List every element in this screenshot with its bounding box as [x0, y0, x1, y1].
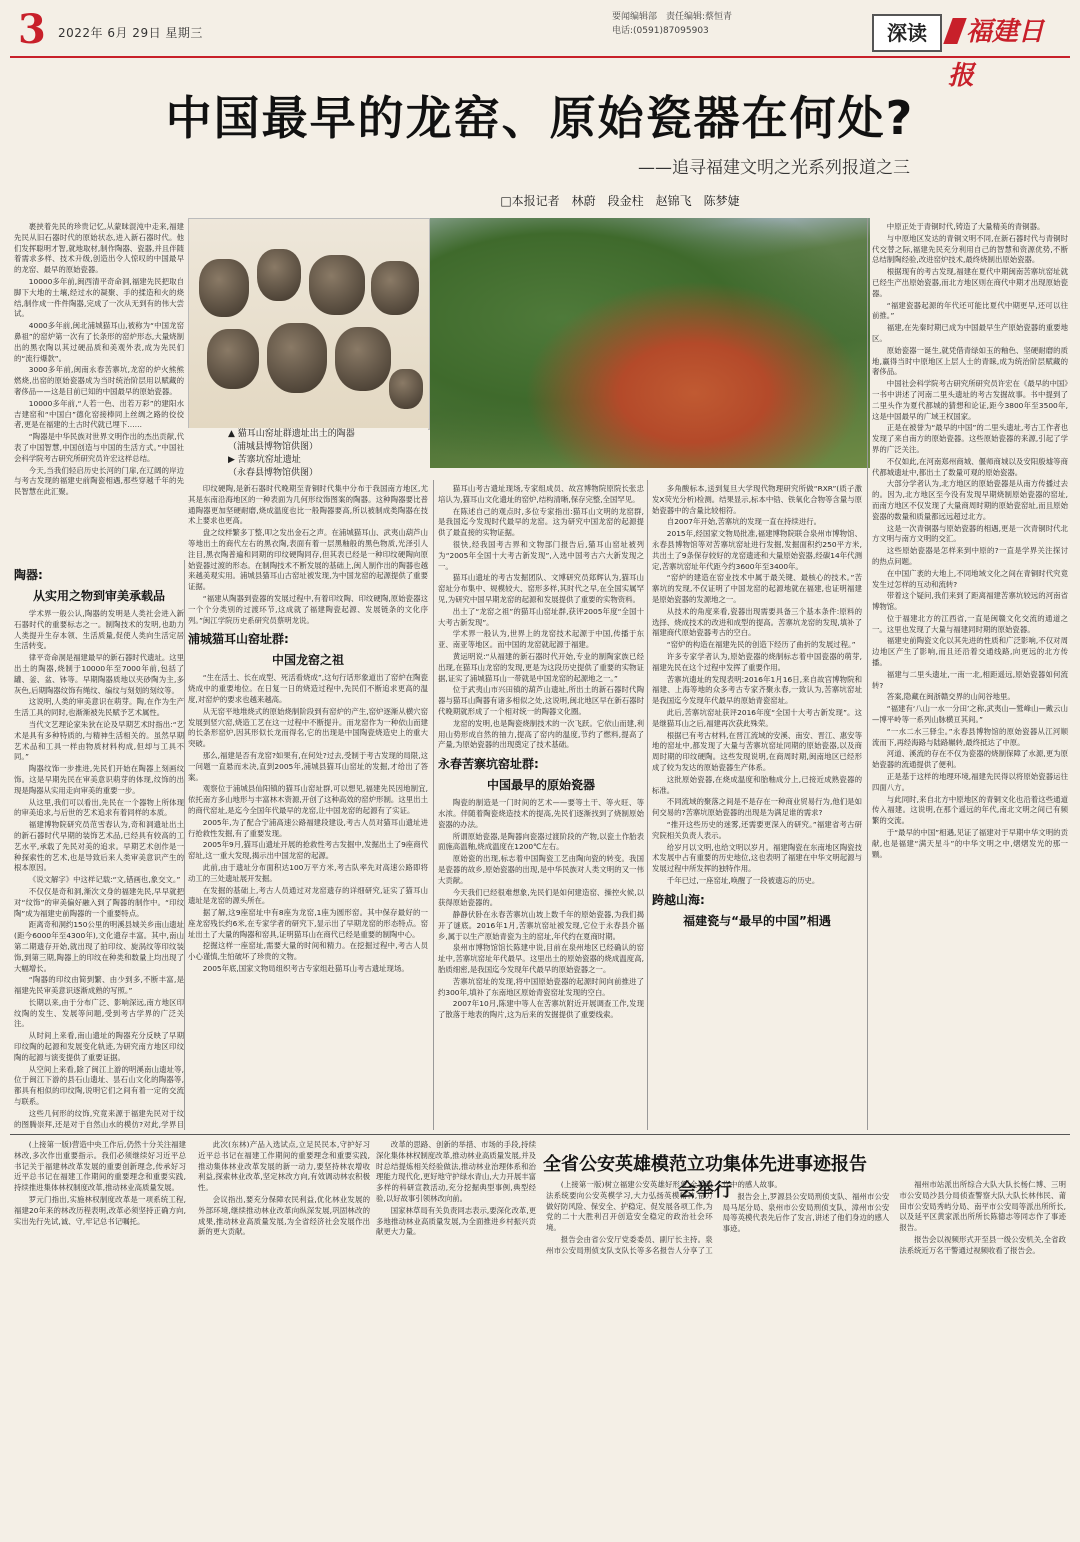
paragraph: 罗元门指出,实施林权制度改革是一项系统工程,福建20年来的林改历程表明,改革必须坚持正确方向,实出先行先试,诚、守,牢记总书记嘱托。: [14, 1194, 186, 1226]
paragraph: 位于福建北方的江西省,一直是闽赣文化交流的通道之一。这里也发现了大量与福建同时期的原始瓷器。: [872, 613, 1068, 634]
paragraph: 与中原地区发达的青铜文明不同,在新石器时代与青铜时代交替之际,福建先民充分利用自己的智慧和资源优势,不断总结制陶经验,改进窑炉技术,最终烧制出原始瓷器。: [872, 233, 1068, 265]
caption-1: ▲ 猫耳山窑址群遗址出土的陶器: [228, 429, 355, 439]
pot-4: [371, 261, 419, 315]
paragraph: 带着这个疑问,我们来到了距离福建苦寨坑较远的河南省博物馆。: [872, 591, 1068, 612]
paragraph: 2007年10月,陈建中等人在苦寨坑附近开展调查工作,发现了散落于地表的陶片,这为后来的发掘提供了重要线索。: [438, 999, 644, 1020]
pot-8: [389, 369, 423, 409]
paragraph: 从时间上来看,南山遗址的陶器充分反映了早期印纹陶的起源和发展变化轨迹,为研究南方地区印纹陶的起源与演变提供了重要证据。: [14, 1031, 184, 1062]
paragraph: 10000多年前,闽西清平奇命洞,福建先民把取自脚下大地的土壤,经过水的凝聚、手的揉造和火的烧结,制作成一件件陶器,完成了一次从无到有的伟大尝试。: [14, 276, 184, 319]
paragraph: 从无窑平地堆烧式的原始烧制阶段到有窑炉的产生,窑炉逐渐从横穴窑发展到竖穴窑,烧造工艺在这一过程中不断提升。而龙窑作为一种依山而建的长条形窑炉,因其形似长龙而得名,它的出现是中国陶瓷烧造史上的重大突破。: [188, 706, 428, 749]
paragraph: 福建博物院研究员范雪春认为,奇和洞遗址出土的新石器时代早期的装饰艺术品,已经具有较高的工艺水平,承载了先民对美的追求。早期艺术创作是一种探索性的艺术,也是导致后来人类审美意识产生的根本原因。: [14, 820, 184, 873]
section-title-taoqi: 陶器:: [14, 568, 43, 582]
paragraph: “福建有‘八山一水一分田’之称,武夷山—鹫峰山—戴云山—博平岭等一系列山脉横亘其间。”: [872, 704, 1068, 725]
paragraph: 不仅仅是奇和洞,渐次文身的福建先民,早早就把对“纹饰”的审美偏好融入到了陶器的制作中。“印纹陶”成为福建史前陶器的一个重要特点。: [14, 886, 184, 918]
paragraph: 陶瓷的制造是一门时间的艺术——要等土干、等火旺、等水浓。伴随着陶瓷烧造技术的提高,先民们逐渐找到了烧制原始瓷器的办法。: [438, 798, 644, 829]
paragraph: 福建,在先秦时期已成为中国最早生产原始瓷器的重要地区。: [872, 323, 1068, 343]
paragraph: 位于武夷山市兴田镇的葫芦山遗址,所出土的新石器时代陶器与猫耳山陶器有诸多相似之处,这说明,闽北地区早在新石器时代晚期就形成了一个相对统一的陶器文化圈。: [438, 685, 644, 716]
phone: 电话:(0591)87095903: [612, 26, 709, 36]
paragraph: 泉州市博物馆馆长陈建中说,目前在泉州地区已经确认的窑址中,苦寨坑窑址年代最早。这里出土的原始瓷器的烧成温度高,胎质细密,是我国迄今发现年代最早的原始瓷器之一。: [438, 943, 644, 975]
divider-1: [184, 560, 185, 1130]
paragraph: 正是在被誉为“最早的中国”的二里头遗址,考古工作者也发现了来自南方的原始瓷器。这些原始瓷器的来源,引起了学界的广泛关注。: [872, 423, 1068, 454]
section-subtitle-pucheng: 中国龙窑之祖: [271, 653, 344, 668]
paragraph: 那么,福建是否有龙窑?如果有,在何处?过去,受制于考古发现的局限,这一问题一直悬而未决,直到2005年,浦城县猫耳山窑址的发掘,才给出了答案。: [188, 750, 428, 782]
paragraph: 千年已过,一座窑址,唤醒了一段被遗忘的历史。: [666, 875, 820, 885]
paragraph: 这说明,人类的审美意识在萌芽。陶,在作为生产生活工具的同时,也渐渐被先民赋予艺术属性。: [14, 697, 184, 718]
paragraph: 2005年9月,猫耳山遗址开展的抢救性考古发掘中,发掘出土了9座商代窑址,这一重大发现,揭示出中国龙窑的起源。: [188, 840, 428, 861]
section-title-yongchun: 永春苦寨坑窑址群:: [438, 757, 539, 772]
caption-2: ▶ 苦寨坑窑址遗址: [228, 455, 301, 465]
paragraph: 所谓原始瓷器,是陶器向瓷器过渡阶段的产物,以瓷土作胎表面施高温釉,烧成温度在1200℃左右。: [438, 831, 644, 852]
bottom-news-body: [546, 1180, 1066, 1536]
paragraph: 今天我们已经很难想象,先民们是如何建造窑、操控火候,以获得原始瓷器的。: [438, 887, 644, 908]
column-3b-body: [438, 798, 644, 1021]
section-title-kuayue: 跨越山海:: [652, 892, 705, 907]
section-subtitle-yongchun: 中国最早的原始瓷器: [486, 778, 595, 793]
paragraph: 会议指出,要充分保障农民利益,优化林业发展的外部环境,继续推动林业改革向纵深发展,巩固林改的成果,推动林业高质量发展,为全省经济社会发展作出新的更大贡献。: [198, 1194, 370, 1237]
section-title-pucheng: 浦城猫耳山窑址群:: [188, 632, 289, 647]
paragraph: 从这里,我们可以看出,先民在一个器物上所体现的审美追求,与后世的艺术追求有着同样的本质。: [14, 797, 184, 818]
paragraph: 龙窑的发明,也是陶瓷烧制技术的一次飞跃。它依山而建,利用山势形成自然的抽力,提高了窑内的温度,节约了燃料,提高了产量,为原始瓷器的出现奠定了技术基础。: [438, 718, 644, 750]
photo-captions: [188, 428, 428, 480]
paragraph: 国家林草局有关负责同志表示,要深化改革,更多地推动林业高质量发展,为全面推进乡村振兴贡献更大力量。: [376, 1205, 536, 1237]
logo-text: 福建日报: [948, 17, 1045, 91]
paragraph: 苦寨坑窑址的发现,将中国原始瓷器的起源时间向前推进了约300年,填补了东南地区原始青瓷窑址发现的空白。: [438, 976, 644, 997]
paragraph: “窑炉的建造在窑业技术中属于最关键、最核心的技术。”苦寨坑的发现,不仅证明了中国龙窑的起源地就在福建,也证明福建是原始瓷器的发源地之一。: [652, 573, 862, 604]
paragraph: 在中国广袤的大地上,不同地域文化之间在青铜时代究竟发生过怎样的互动和流转?: [872, 568, 1068, 589]
paragraph: 此后,苦寨坑窑址获评2016年度“全国十大考古新发现”。这是继猫耳山之后,福建再次获此殊荣。: [652, 707, 862, 728]
pot-2: [257, 249, 301, 301]
paragraph: (上接第一版)营造中央工作后,仍然十分关注福建林改,多次作出重要指示。我们必须继续好习近平总书记关于福建林改革发展的重要创新理念,传承好习近平总书记在福建工作期间的重要理念和重要实践,持续推进集体林权制度改革,推动林业高质量发展。: [14, 1140, 186, 1193]
byline: □本报记者 林蔚 段金柱 赵锦飞 陈梦婕: [500, 194, 740, 208]
paragraph: 10000多年前,“人若一色、出若万彩”的建阳水吉建窑和“中国白”德化窑接棒同上丝绸之路的佼佼者,更是在福建的土古时代就已埋下……: [14, 398, 184, 430]
paragraph: 印纹硬陶,是新石器时代晚期至青铜时代集中分布于我国南方地区,尤其是东南沿海地区的一种表面为几何形纹饰图案的陶器。这种陶器要比普通陶器更加坚硬耐磨,烧成温度也比一般陶器要高,所以被制成类陶器在技术上要求也更高。: [188, 484, 428, 526]
paragraph: 不同流域的聚落之间是不是存在一种商业贸易行为,他们是如何交易的?苦寨坑原始瓷器的出现是为满足谁的需求?: [652, 797, 862, 818]
column-5: [872, 222, 1068, 1130]
paragraph: 福建史前陶瓷文化以其先进的性质和广泛影响,不仅对周边地区产生了影响,而且还沿着交通线路,向更远的北方传播。: [872, 636, 1068, 668]
news-headline-police: 全省公安英雄模范立功集体先进事迹报告会举行: [543, 1154, 867, 1201]
headline: 中国最早的龙窑、原始瓷器在何处?: [165, 91, 915, 145]
section-subtitle-taoqi: 从实用之物到审美承载品: [32, 589, 165, 603]
flame-logo-icon: [943, 18, 966, 44]
paragraph: 在发掘的基础上,考古人员通过对龙窑遗存的详细研究,证实了猫耳山遗址是龙窑的源头所在。: [188, 885, 428, 906]
paragraph: “陶器是中华民族对世界文明作出的杰出贡献,代表了中国智慧,中国创造与中国的生活方式。”中国社会科学院考古研究所研究员许宏这样总结。: [14, 432, 184, 463]
paragraph: 与此同时,来自北方中原地区的青铜文化也沿着这些通道传入福建。这说明,在那个遥远的年代,南北文明之间已有频繁的交流。: [872, 794, 1068, 826]
paragraph: 距离奇和洞约150公里的明溪县城关乡南山遗址(距今6000年至4300年),文化遗存丰富。其中,南山第二期遗存开始,就出现了拍印纹、旋涡纹等印纹装饰,到第三期,陶器上的印纹在种类和数量上均出现了大幅增长。: [14, 920, 184, 973]
paragraph: 原始瓷的出现,标志着中国陶瓷工艺由陶向瓷的转变。我国是瓷器的故乡,原始瓷器的出现,是中华民族对人类文明的又一伟大贡献。: [438, 854, 644, 885]
paragraph: 在陈述自己的观点时,多位专家指出:猫耳山文明的龙窑群,是我国迄今发现时代最早的龙窑。这为研究中国龙窑的起源提供了最直接的实物证据。: [438, 506, 644, 538]
paragraph: 福州市站派出所综合大队大队长杨仁博、三明市公安局沙县分局侦查警察大队大队长林伟民、莆田市公安局秀屿分局、南平市公安局等派出所所长,以及延平区黄家派出所所长陈德志等同志作了事迹报告。: [899, 1180, 1066, 1233]
paragraph: 很快,经我国考古界和文物部门报告后,猫耳山窑址被列为“2005年全国十大考古新发现”,入选中国考古六大新发现之一。: [438, 539, 644, 571]
paragraph: “窑炉的构造在福建先民的创造下经历了曲折的发展过程。”: [666, 640, 856, 650]
page-number: 3: [18, 6, 46, 53]
paragraph: 律平奇命洞是福建最早的新石器时代遗址。这里出土的陶器,烧制于10000年至7000年前,包括了罐、釜、盆、钵等。早期陶器质地以夹砂陶为主,多灰色,后期陶器纹饰有绳纹、编纹与刻划的刻纹等。: [14, 653, 184, 695]
paragraph: “福建从陶器到瓷器的发展过程中,有着印纹陶、印纹硬陶,原始瓷器这一个个分类别的过渡环节,这成就了福建陶瓷起源、发展链条的文化序列。”闽江学院历史系研究员蔡明龙说。: [188, 593, 428, 625]
paragraph: 这些几何形的纹饰,究竟来源于福建先民对于纹的图腾崇拜,还是对于自然山水的模仿?对此,学界目: [14, 1108, 184, 1129]
paragraph: “一水二水三驿尘。”永春县博物馆的原始瓷器从江河顺流而下,再经海路与陆路辗转,最终抵达了中原。: [872, 726, 1068, 747]
paragraph: 中原正处于青铜时代,铸造了大量精美的青铜器。: [886, 222, 1045, 231]
paragraph: 此次(东林)产品入选试点,立足民民本,守护好习近平总书记在福建工作期间的重要理念和重要实践,推动集体林业改革发展的新一动力,要坚持林农增收利益,探索林业改革,坚定林改方向,有效调动林农积极性。: [198, 1140, 370, 1193]
editors: 要闻编辑部 责任编辑:蔡恒青: [612, 12, 733, 22]
paragraph: 河道、溪流的存在不仅为瓷器的烧制保障了水源,更为原始瓷器的流通提供了便利。: [872, 749, 1068, 770]
paragraph: 黄运明说:“从福建的新石器时代开始,专业的制陶家族已经出现,在猫耳山龙窑的发现,更是为这段历史提供了重要的实物证据,证实了浦城猫耳山一带就是中国龙窑的起源地之一。”: [438, 651, 644, 683]
masthead-rule: [10, 56, 1070, 58]
pot-3: [309, 255, 365, 315]
bottom-left-column: [14, 1140, 370, 1536]
kiln-site-aerial-photo: [430, 218, 870, 468]
paragraph: 据了解,这9座窑址中有8座为龙窑,1座为圆形窑。其中保存最好的一座龙窑残长约6米,在专家学者的研究下,显示出了早期龙窑的形态特点。窑址出土了大量的陶器和窑具,证明猫耳山在商代已经是重要的制陶中心。: [188, 908, 428, 939]
paragraph: “推开这些历史的迷雾,还需要更深入的研究。”福建省考古研究院相关负责人表示。: [652, 819, 862, 840]
column-1-top: [14, 222, 184, 560]
column-2b-body: [188, 673, 428, 975]
paragraph: 根据已有考古材料,在晋江流域的安溪、南安、晋江、惠安等地的窑址中,都发现了大量与苦寨坑窑址同期的原始瓷器,以及商周时期的印纹硬陶。这些发现说明,在商周时期,闽南地区已经形成了较为发达的原始瓷器生产体系。: [652, 730, 862, 772]
paragraph: 这些原始瓷器是怎样来到中原的?一直是学界关注探讨的热点问题。: [872, 546, 1068, 566]
paragraph: 苦寨坑遗址的发现表明:2016年1月16日,来自故宫博物院和福建、上海等地的众多考古专家齐聚永春,一致认为,苦寨坑窑址是我国迄今发现年代最早的原始青瓷窑址。: [652, 674, 862, 706]
paragraph: 猫耳山遗址的考古发掘团队、文博研究员郑辉认为,猫耳山窑址分布集中、规模较大、窑形多样,其时代之早,在全国实属罕见,为研究中国早期龙窑的起源和发展提供了重要的实物资料。: [438, 573, 644, 604]
divider-3: [647, 480, 648, 1130]
column-4: [652, 484, 862, 1130]
column-1b-body: [14, 609, 184, 1130]
paragraph: 《说文解字》中这样记载:“文,错画也,象交文。”: [28, 875, 181, 885]
paragraph: 挖掘这样一座窑址,需要大量的时间和精力。在挖掘过程中,考古人员小心谨慎,生怕破坏了珍贵的文物。: [188, 941, 428, 962]
column-3: [438, 484, 644, 1130]
paragraph: 于“最早的中国”相遇,见证了福建对于早期中华文明的贡献,也是福建“满天星斗”的中华文明之中,熠熠发光的那一颗。: [872, 828, 1068, 859]
pot-7: [335, 327, 391, 391]
paragraph: 许多专家学者认为,原始瓷器的烧制标志着中国瓷器的萌芽,福建先民在这个过程中发挥了重要作用。: [652, 651, 862, 672]
pot-1: [199, 259, 249, 317]
section-label: 深读: [872, 14, 942, 52]
pottery-photo: [188, 218, 430, 430]
paragraph: 长期以来,由于分布广泛、影响深远,南方地区印纹陶的发生、发展等问题,受到考古学界的广泛关注。: [14, 997, 184, 1029]
paragraph: 学术界一般公认,陶器的发明是人类社会进入新石器时代的重要标志之一。制陶技术的发明,也助力人类提升生存本领、生活质量,促使人类向生活定居生活转变。: [14, 609, 184, 651]
caption-1-credit: （浦城县博物馆供图）: [228, 442, 319, 452]
paragraph: 2005年底,国家文物局组织考古专家组赴猫耳山考古遗址现场。: [202, 964, 409, 974]
paragraph: “陶器的印纹由简到繁、由少到多,不断丰富,是福建先民审美意识逐渐成熟的写照。”: [14, 975, 184, 996]
paragraph: 出土了“龙窑之祖”的猫耳山窑址群,获评2005年度“全国十大考古新发现”。: [438, 606, 644, 627]
subheadline: ——追寻福建文明之光系列报道之三: [638, 158, 910, 178]
paragraph: 当代文艺理论家朱狄在论及早期艺术时指出:“艺术是具有多种特质的,与精神生活相关的。虽然早期艺术品和工具一样由物质材料构成,但却与工具不同。”: [14, 719, 184, 762]
paragraph: “福建瓷器起源的年代还可能比夏代中期更早,还可以往前推。”: [872, 300, 1068, 321]
newspaper-logo: [948, 10, 1068, 91]
paragraph: 不仅如此,在河南郑州商城、偃师商城以及安阳殷墟等商代都城遗址中,都出土了数量可观的原始瓷器。: [872, 456, 1068, 477]
paragraph: 静静伏卧在永春苦寨坑山坡上数千年的原始瓷器,为我们揭开了谜底。2016年1月,苦寨坑窑址被发现,它位于永春县介福乡,属于以生产原始青瓷为主的窑址,年代约在夏商时期。: [438, 910, 644, 941]
section-subtitle-kuayue: 福建瓷与“最早的中国”相遇: [683, 913, 831, 928]
divider-4: [867, 218, 868, 1130]
paragraph: 2015年,经国家文物局批准,福建博物院联合泉州市博物馆、永春县博物馆等对苦寨坑窑址进行发掘,发掘面积约250平方米,共出土了9条保存较好的龙窑遗迹和大量原始瓷器,经碳14年代测定,苦寨坑窑址年代距今约3600年至3400年。: [652, 529, 862, 571]
caption-2-credit: （永春县博物馆供图）: [228, 468, 319, 478]
paragraph: 学术界一般认为,世界上的龙窑技术起源于中国,传播于东亚、南亚等地区。而中国的龙窑就起源于福建。: [438, 629, 644, 650]
paragraph: 正是基于这样的地理环境,福建先民得以将原始瓷器运往四面八方。: [872, 772, 1068, 792]
paragraph: 改革的思路、创新的举措、市场的手段,持续深化集体林权制度改革,推动林业高质量发展,并及时总结提炼相关经验做法,推动林业治理体系和治理能力现代化,更好地守护绿水青山,大力开展丰富多样的科研宣教活动,充分挖掘典型事例,典型经验,以好故事引领林改向前。: [376, 1140, 536, 1203]
paragraph: 报告会由省公安厅党委委员、副厅长主持。泉州市公安局刑侦支队支队长等多名报告人分享了工作中的感人故事。: [546, 1180, 782, 1255]
pot-6: [267, 323, 327, 393]
column-4b-body: [652, 731, 862, 887]
paragraph: 今天,当我们轻启历史长河的门扉,在辽阔的岸边与考古发现的福建史前陶瓷相遇,那些穿越千年的先民智慧在此汇聚。: [14, 465, 184, 497]
paragraph: 答案,隐藏在闽浙赣交界的山间谷地里。: [886, 692, 1015, 702]
paragraph: 给岁月以文明,也给文明以岁月。福建陶瓷在东南地区陶瓷技术发展中占有重要的历史地位,这也表明了福建在中华文明起源与发展过程中所发挥的独特作用。: [652, 842, 862, 874]
paragraph: 大部分学者认为,北方地区的原始瓷器是从南方传播过去的。因为,北方地区至今没有发现早期烧制原始瓷器的窑址,而南方地区不仅发现了大量商周时期的原始瓷窑址,而且原始瓷器的数量和质量都远远超过北方。: [872, 479, 1068, 521]
column-2: [188, 484, 428, 1130]
editor-info: [612, 10, 852, 38]
issue-date: 2022年 6月 29日 星期三: [58, 26, 203, 40]
paragraph: 这批原始瓷器,在烧成温度和胎釉成分上,已接近成熟瓷器的标准。: [652, 774, 862, 795]
paragraph: 3000多年前,闽南永春苦寨坑,龙窑的炉火熊熊燃烧,出窑的原始瓷器成为当时统治阶层用以赋藏的奢侈品——这是目前已知的中国最早的原始瓷器。: [14, 365, 184, 396]
paragraph: (上接第一版)树立福建公安英雄好形象,全省政法系统要向公安英模学习,大力弘扬英模精神,奋力做好防风险、保安全、护稳定、促发展各项工作,为党的二十大胜利召开创造安全稳定的政治社会环境。: [546, 1180, 713, 1233]
paragraph: 从技术的角度来看,瓷器出现需要具备三个基本条件:原料的选择、烧成技术的改进和成型的提高。苦寨坑龙窑的发现,填补了福建商代原始瓷器考古的空白。: [652, 606, 862, 638]
paragraph: 观察位于浦城县仙阳镇的猫耳山窑址群,可以想见,福建先民因地制宜,依托南方多山地形与丰富林木资源,开创了这种高效的窑炉形制。这里出土的商代窑址,是迄今全国年代最早的龙窑,让中国龙窑的起源有了实证。: [188, 784, 428, 815]
paragraph: 盘之纹样繁多丁整,叩之发出金石之声。在浦城猫耳山、武夷山葫芦山等地出土的商代左右的黑衣陶,表面有着一层黑釉般的黑色物质,光泽引人注目,黑衣陶普遍和同期的印纹硬陶同存,但其表已经是一种印纹硬陶向原始瓷器过渡的形态。在制陶技术不断发展的基础上,闽人制作出的陶器也越来越美观实用。浦城县猫耳山古窑址被发现,为中国龙窑的起源提供了重要证据。: [188, 528, 428, 592]
column-1-bottom: [14, 562, 184, 1130]
paragraph: “生在活土、长在成型、死活看烧成”,这句行话形象道出了窑炉在陶瓷烧成中的重要地位。在日复一日的烧造过程中,先民们不断追求更高的温度,对窑炉的要求也越来越高。: [188, 673, 428, 704]
pot-5: [207, 329, 259, 389]
paragraph: 根据现有的考古发现,福建在夏代中期闽南苦寨坑窑址就已经生产出原始瓷器,而北方地区则在商代中期才出现原始瓷器。: [872, 267, 1068, 298]
paragraph: 此前,由于遗址分布面积达100万平方米,考古队率先对高速公路即将动工的三处遗址展开发掘。: [188, 862, 428, 883]
paragraph: 原始瓷器一诞生,就凭借青绿如玉的釉色、坚硬耐磨的质地,赢得当时中原地区上层人士的青睐,成为统治阶层赋藏的奢侈品。: [872, 345, 1068, 377]
paragraph: 2005年,为了配合宁浦高速公路福建段建设,考古人员对猫耳山遗址进行抢救性发掘,有了重要发现。: [188, 817, 428, 838]
divider-2: [433, 480, 434, 1130]
paragraph: 中国社会科学院考古研究所研究员许宏在《最早的中国》一书中讲述了河南二里头遗址的考古发掘故事。书中提到了二里头作为夏代都城的猜想和论证,距今3800年至3500年,这是中国最早的广域王权国家。: [872, 379, 1068, 421]
paragraph: 这是一次青铜器与原始瓷器的相遇,更是一次青铜时代北方文明与南方文明的交汇。: [872, 523, 1068, 544]
column-2a-body: [188, 484, 428, 626]
paragraph: 裹挟着先民的珍贵记忆,从蒙昧混沌中走来,福建先民从旧石器时代的原始状态,进入新石器时代。他们发挥聪明才智,就地取材,制作陶器、瓷器,并且伴随着需求多样、技术升级,创造出令人惊叹的中国最早的龙窑、最早的原始瓷器。: [14, 222, 184, 275]
paragraph: 从空间上来看,除了闽江上游的明溪南山遗址等,位于闽江下游的县石山遗址、昙石山文化的陶器等,都具有相似的印纹陶,说明它们之间有着一定的交流与联系。: [14, 1064, 184, 1107]
column-3-body: [438, 484, 644, 751]
paragraph: 4000多年前,闽北浦城猫耳山,被称为“中国龙窑鼻祖”的窑炉第一次有了长条形的窑炉形态,大量烧制出的黑衣陶以其过硬品质和美观外表,成为先民们的“流行爆款”。: [14, 321, 184, 363]
paragraph: 福建与二里头遗址,一南一北,相距遥远,原始瓷器如何流转?: [872, 669, 1068, 690]
paragraph: 陶器纹饰一步推进,先民们开始在陶器上刻画纹饰。这是早期先民在审美意识萌芽的体现,纹饰的出现是陶器从实用走向审美的重要一步。: [14, 764, 184, 795]
column-4-body: [652, 484, 862, 730]
paragraph: 报告会上,罗源县公安局刑侦支队、福州市公安局马尾分局、泉州市公安局刑侦支队、漳州市公安局等英模代表先后作了发言,讲述了他们身边的感人事迹。: [722, 1191, 890, 1234]
paragraph: 多角酸标本,送到复旦大学现代物理研究所做“RXR”(质子激发X荧光分析)检测。结果显示,标本中锆、铁氧化合物等含量与原始瓷器中的含量比较相符。: [652, 484, 862, 515]
paragraph: 自2007年开始,苦寨坑的发现一直在持续进行。: [666, 517, 821, 527]
paragraph: 报告会以视频形式开至县一级公安机关,全省政法系统近万名干警通过视频收看了报告会。: [899, 1234, 1066, 1255]
bottom-mid-column: [376, 1140, 536, 1536]
paragraph: 猫耳山考古遗址现场,专家组成员、故宫博物院原院长张忠培认为,猫耳山文化遗址的窑炉,结构清晰,保存完整,全国罕见。: [438, 484, 644, 504]
bottom-section-rule: [10, 1134, 1070, 1135]
